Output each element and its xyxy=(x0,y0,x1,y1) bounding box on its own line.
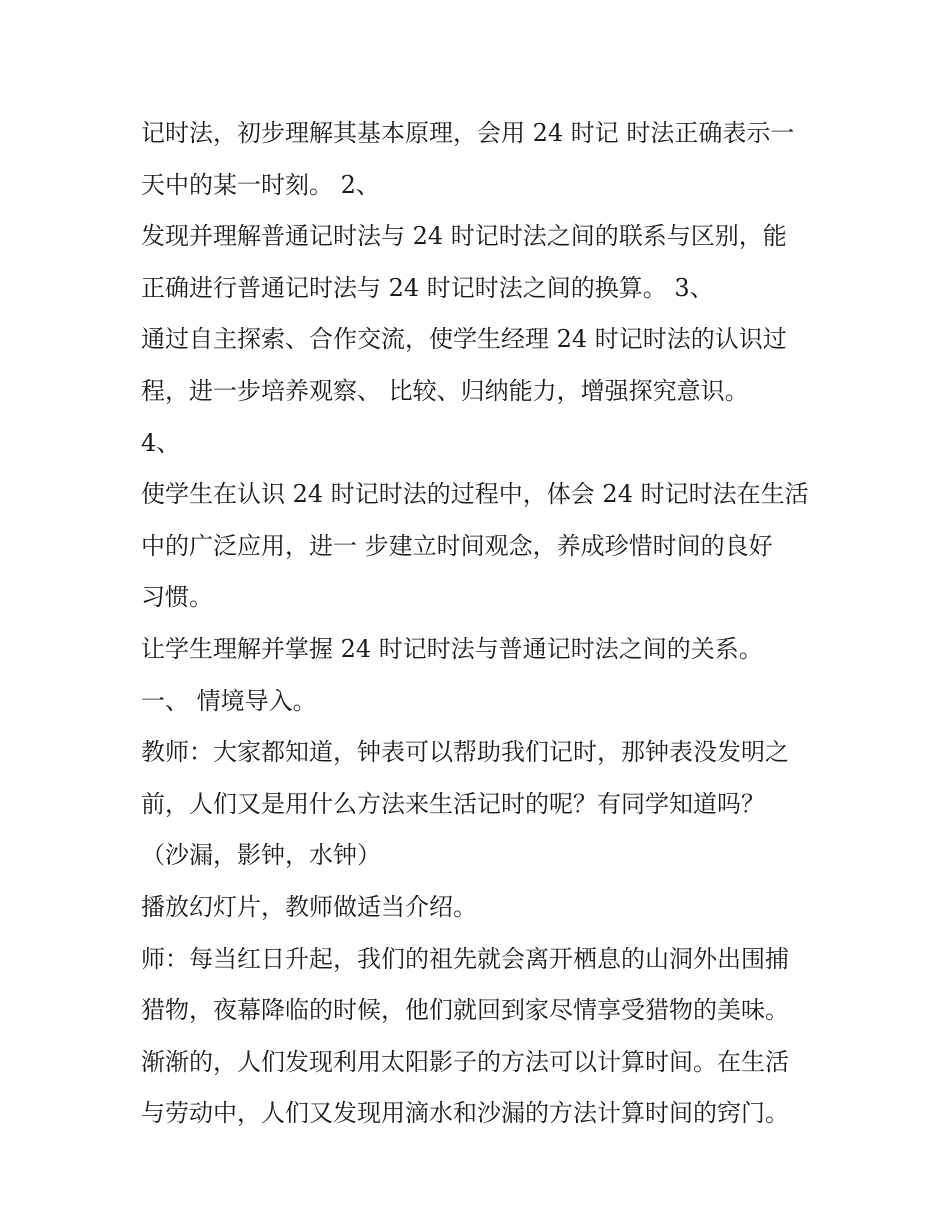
text-line: 通过自主探索、合作交流，使学生经理 24 时记时法的认识过 xyxy=(141,325,787,354)
text-line: 程，进一步培养观察、 比较、归纳能力，增强探究意识。 xyxy=(141,376,749,405)
text-line: 发现并理解普通记时法与 24 时记时法之间的联系与区别，能 xyxy=(141,222,787,251)
text-line: 正确进行普通记时法与 24 时记时法之间的换算。 3、 xyxy=(141,273,714,302)
text-line: 记时法，初步理解其基本原理，会用 24 时记 时法正确表示一 xyxy=(141,119,795,147)
text-line: 中的广泛应用，进一 步建立时间观念，养成珍惜时间的良好 xyxy=(141,531,773,560)
text-line: 猎物，夜幕降临的时候，他们就回到家尽情享受猎物的美味。 xyxy=(141,996,789,1025)
text-line: 渐渐的，人们发现利用太阳影子的方法可以计算时间。在生活 xyxy=(141,1047,789,1076)
text-line: 让学生理解并掌握 24 时记时法与普通记时法之间的关系。 xyxy=(141,634,763,663)
text-line: （沙漏，影钟，水钟） xyxy=(141,841,381,870)
text-line: 播放幻灯片，教师做适当介绍。 xyxy=(141,892,477,921)
text-line: 习惯。 xyxy=(141,583,213,612)
text-line: 与劳动中，人们又发现用滴水和沙漏的方法计算时间的窍门。 xyxy=(141,1099,789,1128)
body-text xyxy=(141,108,821,1140)
text-line: 教师：大家都知道，钟表可以帮助我们记时，那钟表没发明之 xyxy=(141,738,789,767)
text-line: 天中的某一时刻。 2、 xyxy=(141,170,380,199)
text-line: 师：每当红日升起，我们的祖先就会离开栖息的山洞外出围捕 xyxy=(141,944,789,973)
section-heading: 一、 情境导入。 xyxy=(141,686,317,715)
text-line: 使学生在认识 24 时记时法的过程中，体会 24 时记时法在生活 xyxy=(141,480,809,509)
text-line: 前，人们又是用什么方法来生活记时的呢？有同学知道吗？ xyxy=(141,789,765,818)
text-line: 4、 xyxy=(141,428,181,457)
